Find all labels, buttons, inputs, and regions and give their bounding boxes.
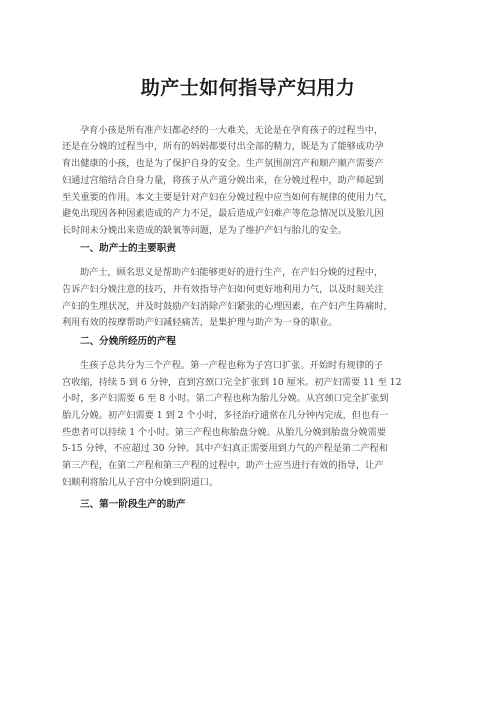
- section-line: 宫收缩，持续 5 到 6 分钟，直到宫颈口完全扩张到 10 厘米。初产妇需要 11 至 12: [62, 377, 402, 388]
- intro-line: 长时间未分娩出来造成的缺氧等问题，是为了维护产妇与胎儿的安全。: [62, 225, 347, 236]
- intro-line: 避免出现因各种因素造成的产力不足，最后造成产妇难产等危急情况以及胎儿因: [62, 208, 384, 219]
- section-line: 胎儿分娩。初产妇需要 1 到 2 个小时，多径治疗通常在几分钟内完成，但也有一: [62, 410, 389, 421]
- section-line: 助产士，顾名思义是帮助产妇能够更好的进行生产，在产妇分娩的过程中，: [80, 267, 384, 278]
- section-line: 些患者可以持续 1 个小时。第三产程也称胎盘分娩。从胎儿分娩到胎盘分娩需要: [62, 427, 387, 438]
- section-line: 小时，多产妇需要 6 至 8 小时。第二产程也称为胎儿分娩。从宫颈口完全扩张到: [62, 393, 389, 404]
- intro-line: 孕育小孩是所有准产妇都必经的一大难关，无论是在孕育孩子的过程当中，: [80, 125, 384, 136]
- section-heading: 三、第一阶段生产的助产: [80, 499, 186, 510]
- section-line: 生孩子总共分为三个产程。第一产程也称为子宫口扩张。开始时有规律的子: [80, 360, 384, 371]
- section-heading: 一、助产士的主要职责: [80, 243, 176, 254]
- section-line: 5-15 分钟，不应超过 30 分钟。其中产妇真正需要用到力气的产程是第二产程和: [62, 443, 388, 454]
- intro-line: 还是在分娩的过程当中，所有的妈妈都要付出全部的精力，既是为了能够成功孕: [62, 141, 384, 152]
- intro-line: 育出健康的小孩，也是为了保护自身的安全。生产氛围剖宫产和顺产顺产需要产: [62, 158, 384, 169]
- section-line: 妇顺利将胎儿从子宫中分娩到阴道口。: [62, 477, 219, 488]
- section-line: 利用有效的按摩帮助产妇减轻痛苦，是集护理与助产为一身的职业。: [62, 317, 338, 328]
- section-line: 第三产程，在第二产程和第三产程的过程中，助产士应当进行有效的指导，让产: [62, 460, 384, 471]
- document-title: 助产士如何指导产妇用力: [140, 77, 356, 99]
- section-line: 告诉产妇分娩注意的技巧，并有效指导产妇如何更好地利用力气，以及时刻关注: [62, 284, 384, 295]
- section-heading: 二、分娩所经历的产程: [80, 336, 176, 347]
- intro-line: 至关重要的作用。本文主要是针对产妇在分娩过程中应当如何有规律的使用力气，: [62, 192, 393, 203]
- section-line: 产妇的生理状况，并及时鼓励产妇消除产妇紧张的心理因素，在产妇产生阵痛时，: [62, 301, 393, 312]
- intro-line: 妇通过宫缩结合自身力量，将孩子从产道分娩出来，在分娩过程中，助产师起到: [62, 175, 384, 186]
